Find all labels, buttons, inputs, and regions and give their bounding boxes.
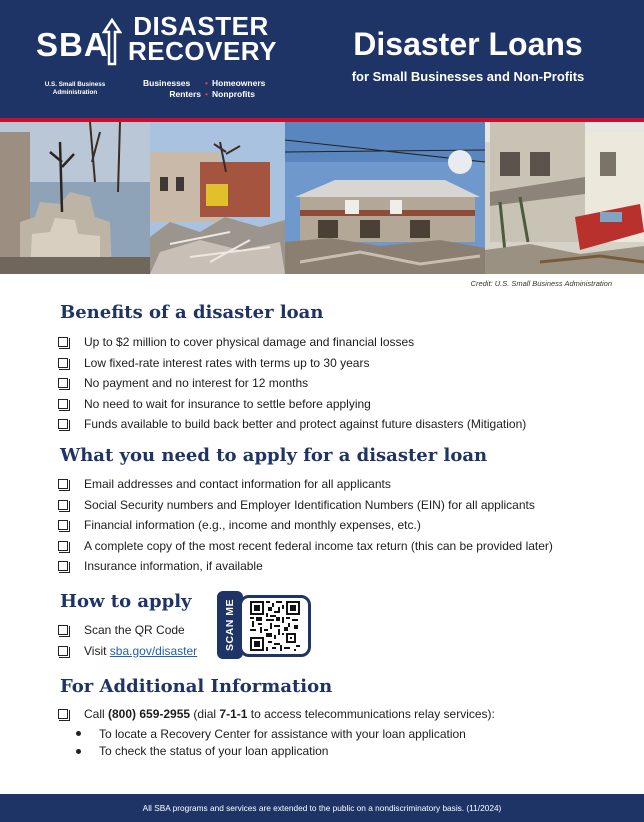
list-item-text: Social Security numbers and Employer Identification Numbers (EIN) for all applicants — [84, 497, 535, 512]
call-prefix: Call — [84, 707, 109, 722]
list-item — [58, 620, 197, 641]
list-item — [58, 394, 526, 415]
audience-businesses: Businesses — [143, 78, 191, 88]
relay-number: 7-1-1 — [219, 707, 248, 722]
list-item-text: Low fixed-rate interest rates with terms up to 30 years — [84, 355, 370, 370]
list-item-text: No payment and no interest for 12 months — [84, 376, 309, 391]
footer: All SBA programs and services are extended to the public on a nondiscriminatory basis. (11/2024) — [0, 794, 644, 822]
list-item-text: Financial information (e.g., income and monthly expenses, etc.) — [84, 518, 421, 533]
benefits-heading: Benefits of a disaster loan — [60, 302, 324, 323]
sba-arrow-icon — [102, 18, 122, 68]
checkbox-icon — [58, 378, 68, 388]
benefits-list — [58, 332, 526, 435]
how-to-apply-heading: How to apply — [60, 591, 192, 612]
list-item-text: To locate a Recovery Center for assistance with your loan application — [99, 726, 466, 741]
separator-dot-icon: • — [205, 78, 208, 88]
list-item — [58, 536, 553, 557]
scan-me-label: SCAN ME — [224, 599, 236, 651]
list-item-text: Up to $2 million to cover physical damage and financial losses — [84, 335, 415, 350]
list-item — [76, 725, 466, 743]
program-line2: RECOVERY — [128, 36, 277, 66]
page-title: Disaster Loans — [353, 26, 583, 62]
checkbox-icon — [58, 479, 68, 489]
disaster-photo-strip — [0, 122, 644, 274]
list-item-text: A complete copy of the most recent federal income tax return (this can be provided later) — [84, 538, 553, 553]
sba-logo[interactable] — [36, 18, 120, 72]
qr-badge[interactable] — [217, 591, 311, 659]
header-banner — [0, 0, 644, 118]
audience-renters: Renters — [169, 89, 201, 99]
requirements-list — [58, 474, 553, 577]
photo-collapsed-house — [150, 122, 285, 274]
bullet-icon — [76, 749, 81, 754]
checkbox-icon — [58, 337, 68, 347]
call-suffix: to access telecommunications relay services): — [247, 707, 495, 722]
program-line1: DISASTER — [133, 11, 269, 41]
list-item-text: Funds available to build back better and protect against future disasters (Mitigation) — [84, 417, 527, 432]
list-item — [58, 414, 526, 435]
list-item — [58, 495, 553, 516]
list-item-text: Scan the QR Code — [84, 623, 185, 638]
sba-logo-text: SBA — [36, 26, 109, 63]
additional-info-list — [58, 704, 495, 725]
checkbox-icon — [58, 541, 68, 551]
audience-list — [143, 78, 283, 100]
disaster-recovery-title — [128, 11, 277, 66]
sba-disaster-link[interactable]: sba.gov/disaster — [109, 643, 198, 658]
list-item — [58, 474, 553, 495]
checkbox-icon — [58, 419, 68, 429]
list-item — [58, 704, 495, 725]
list-item — [58, 556, 553, 577]
phone-number[interactable]: (800) 659-2955 — [108, 707, 191, 722]
checkbox-icon — [58, 625, 68, 635]
checkbox-icon — [58, 500, 68, 510]
photo-ruined-building — [0, 122, 150, 274]
photo-damaged-street — [485, 122, 644, 274]
list-item-text: Email addresses and contact information for all applicants — [84, 477, 391, 492]
list-item — [58, 353, 526, 374]
separator-dot-icon: • — [205, 89, 208, 99]
audience-homeowners: Homeowners — [211, 78, 266, 88]
visit-prefix: Visit — [84, 643, 110, 658]
photo-credit: Credit: U.S. Small Business Administration — [470, 279, 612, 288]
list-item-text: To check the status of your loan application — [99, 744, 329, 759]
additional-info-heading: For Additional Information — [60, 676, 333, 697]
list-item — [58, 641, 197, 662]
checkbox-icon — [58, 358, 68, 368]
checkbox-icon — [58, 709, 68, 719]
qr-code-icon[interactable] — [250, 601, 300, 651]
checkbox-icon — [58, 399, 68, 409]
sba-caption — [30, 81, 120, 97]
call-mid: (dial — [190, 707, 220, 722]
audience-nonprofits: Nonprofits — [211, 89, 255, 99]
additional-bullets — [76, 725, 466, 760]
requirements-heading: What you need to apply for a disaster loan — [60, 445, 488, 466]
sba-caption-line2: Administration — [52, 89, 98, 96]
page-subtitle: for Small Businesses and Non-Profits — [351, 69, 585, 84]
list-item — [58, 373, 526, 394]
how-to-apply-list — [58, 620, 197, 661]
checkbox-icon — [58, 561, 68, 571]
sba-caption-line1: U.S. Small Business — [44, 81, 106, 88]
list-item-text: Insurance information, if available — [84, 559, 263, 574]
list-item — [58, 332, 526, 353]
list-item — [76, 743, 466, 761]
checkbox-icon — [58, 646, 68, 656]
list-item — [58, 515, 553, 536]
list-item-text: No need to wait for insurance to settle before applying — [84, 396, 371, 411]
bullet-icon — [76, 731, 81, 736]
photo-damaged-house — [285, 122, 485, 274]
checkbox-icon — [58, 520, 68, 530]
